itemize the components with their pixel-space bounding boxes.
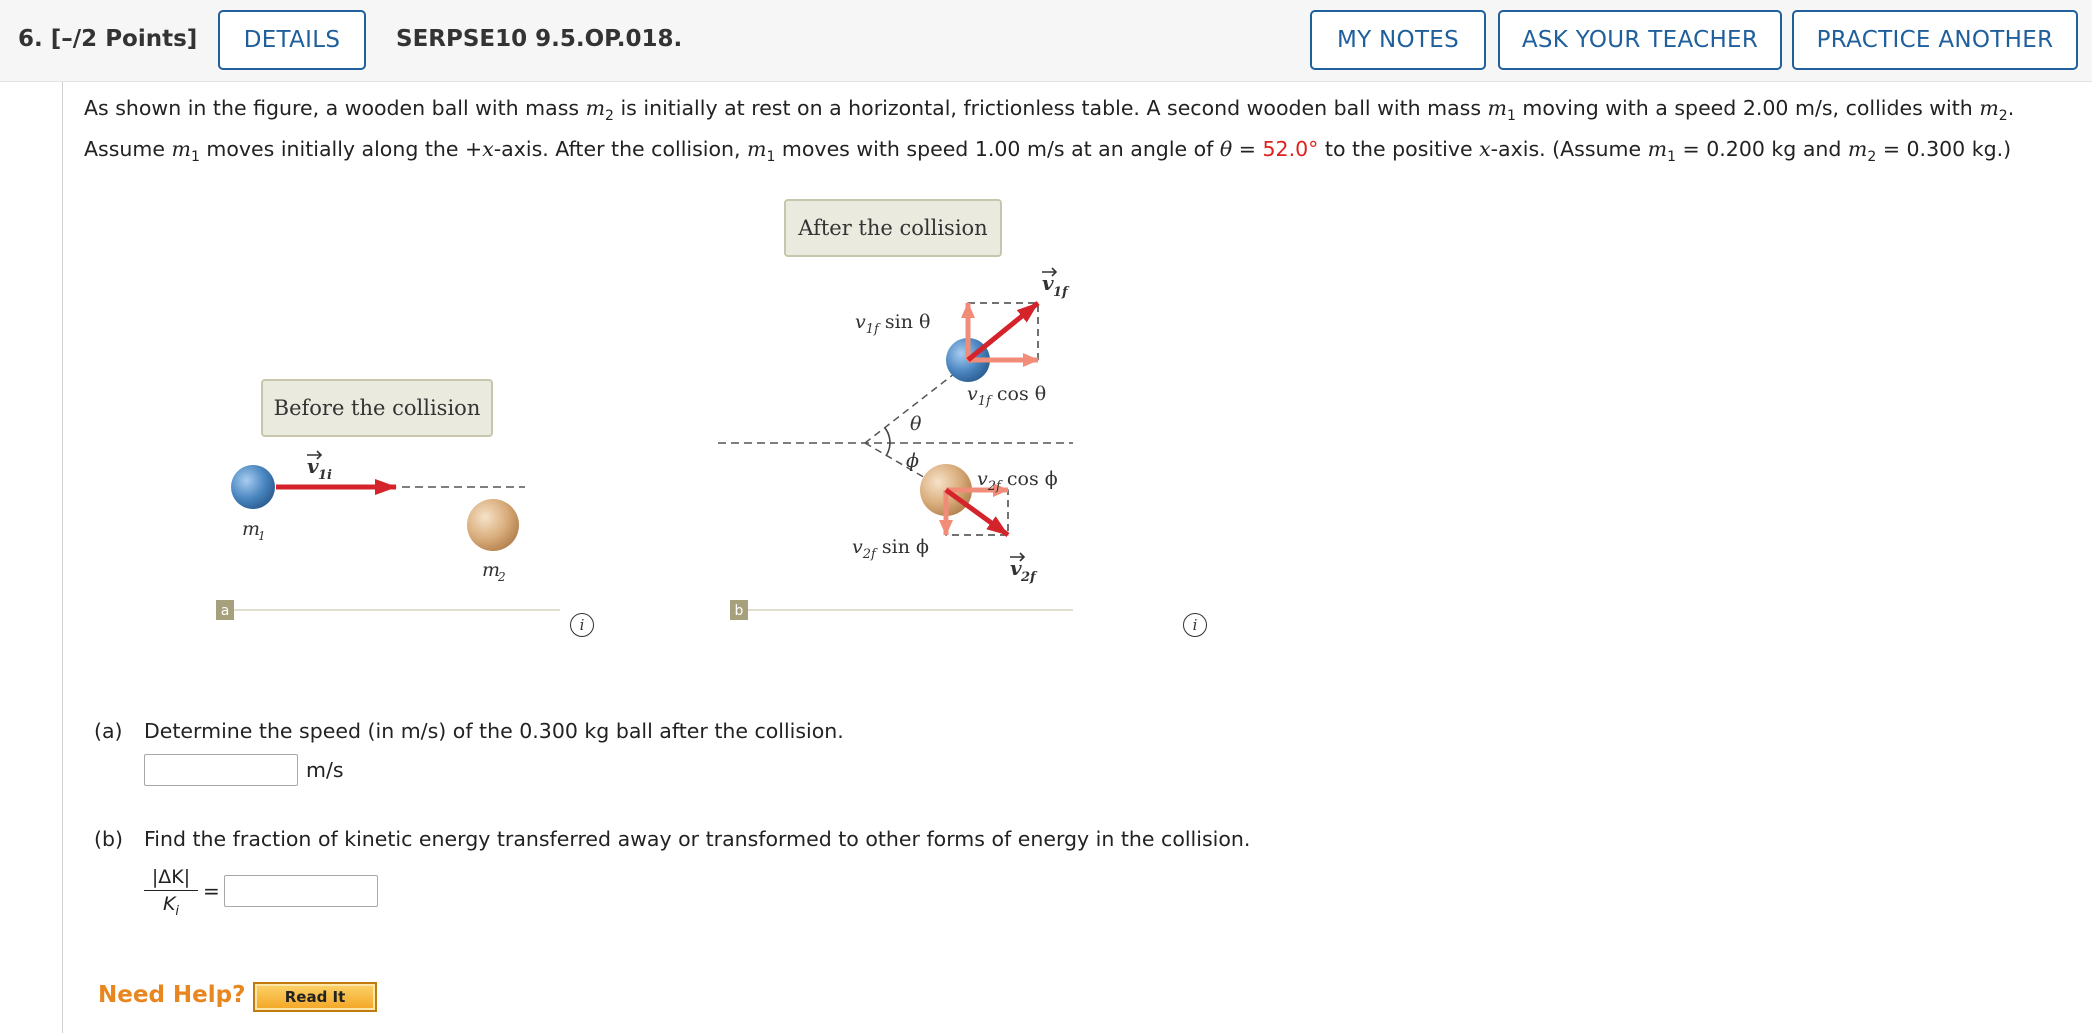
label-m2 (482, 559, 506, 584)
collision-figure (200, 190, 1230, 640)
caption-after: After the collision (798, 216, 988, 240)
svg-text:v1f cos θ: $v_{1f}$ cos θ (967, 383, 1047, 409)
phi-arc (886, 443, 890, 456)
svg-text:v1f sin θ: $v_{1f}$ sin θ (855, 311, 931, 337)
label-v2f-sin (852, 536, 929, 562)
ask-teacher-button[interactable]: ASK YOUR TEACHER (1498, 10, 1782, 70)
ball-m1 (231, 465, 275, 509)
svg-text:v2f cos ϕ: $v_{2f}$ cos ϕ (977, 468, 1058, 494)
practice-another-button[interactable]: PRACTICE ANOTHER (1792, 10, 2078, 70)
part-a-answer-input[interactable] (144, 754, 298, 786)
read-it-button[interactable]: Read It (253, 982, 377, 1012)
label-m1 (242, 518, 266, 543)
svg-text:a: a (220, 603, 230, 619)
label-v1i (307, 451, 332, 483)
question-number: 6. (18, 26, 43, 52)
svg-text:v: v (307, 454, 319, 478)
vector-v1f (968, 303, 1038, 360)
svg-text:v: v (1042, 271, 1054, 295)
problem-statement: As shown in the figure, a wooden ball with mass $m_2$ is initially at rest on a horizontal, frictionless table. A second wooden ball with mass $m_1$ moving with a speed 2.00 m/s, collides with $m_2$. Assume $m_1$ moves initially along the +x-axis. After the collision, $m_1$ moves with speed 1.00 m/s at an angle of θ = 52.0° to the positive x-axis. (Assume $m_1 = 0.200$ kg and $m_2 = 0.300$ kg.) (84, 96, 2015, 166)
angle-value: 52.0° (1262, 137, 1319, 162)
details-button[interactable]: DETAILS (218, 10, 366, 70)
label-v1f-sin (855, 311, 930, 337)
figure-b (718, 200, 1073, 620)
fraction-numerator: |ΔK| (144, 866, 198, 891)
label-v1f (1042, 268, 1070, 300)
need-help-label: Need Help? (98, 982, 246, 1008)
svg-text:b: b (734, 603, 744, 619)
ke-fraction (144, 866, 198, 919)
problem-code: SERPSE10 9.5.OP.018. (396, 26, 683, 52)
svg-text:v: v (1010, 556, 1022, 580)
label-v1f-cos (967, 383, 1046, 409)
my-notes-button[interactable]: MY NOTES (1310, 10, 1486, 70)
svg-text:1i: 1i (318, 468, 332, 483)
figure-a (216, 380, 560, 620)
label-v2f-cos (977, 468, 1058, 494)
question-points (18, 26, 197, 52)
part-a-question: Determine the speed (in m/s) of the 0.300 kg ball after the collision. (144, 719, 844, 743)
part-b-question: Find the fraction of kinetic energy transferred away or transformed to other forms of energy in the collision. (144, 827, 1251, 851)
points-label: [–/2 Points] (50, 26, 198, 52)
part-b-label: (b) (94, 827, 124, 851)
part-a-unit: m/s (306, 758, 344, 782)
svg-text:1: 1 (258, 529, 266, 543)
svg-text:m: m (242, 518, 261, 540)
svg-text:2: 2 (498, 570, 506, 584)
theta-arc (885, 428, 890, 443)
caption-before: Before the collision (273, 396, 481, 420)
label-v2f (1010, 553, 1038, 585)
svg-text:m: m (482, 559, 501, 581)
phi-label: ϕ (906, 450, 919, 472)
svg-text:v2f sin ϕ: $v_{2f}$ sin ϕ (852, 536, 929, 562)
question-header (0, 0, 2092, 82)
svg-text:2f: 2f (1021, 570, 1036, 585)
ball-m2 (467, 499, 519, 551)
part-b-answer-input[interactable] (224, 875, 378, 907)
theta-label: θ (910, 413, 922, 435)
part-a-label: (a) (94, 719, 123, 743)
fraction-denominator: $K_i$ (162, 893, 180, 919)
svg-text:1f: 1f (1053, 285, 1068, 300)
info-icon-figure-b[interactable]: i (1183, 613, 1207, 637)
equals-sign: = (203, 879, 220, 903)
info-icon-figure-a[interactable]: i (570, 613, 594, 637)
